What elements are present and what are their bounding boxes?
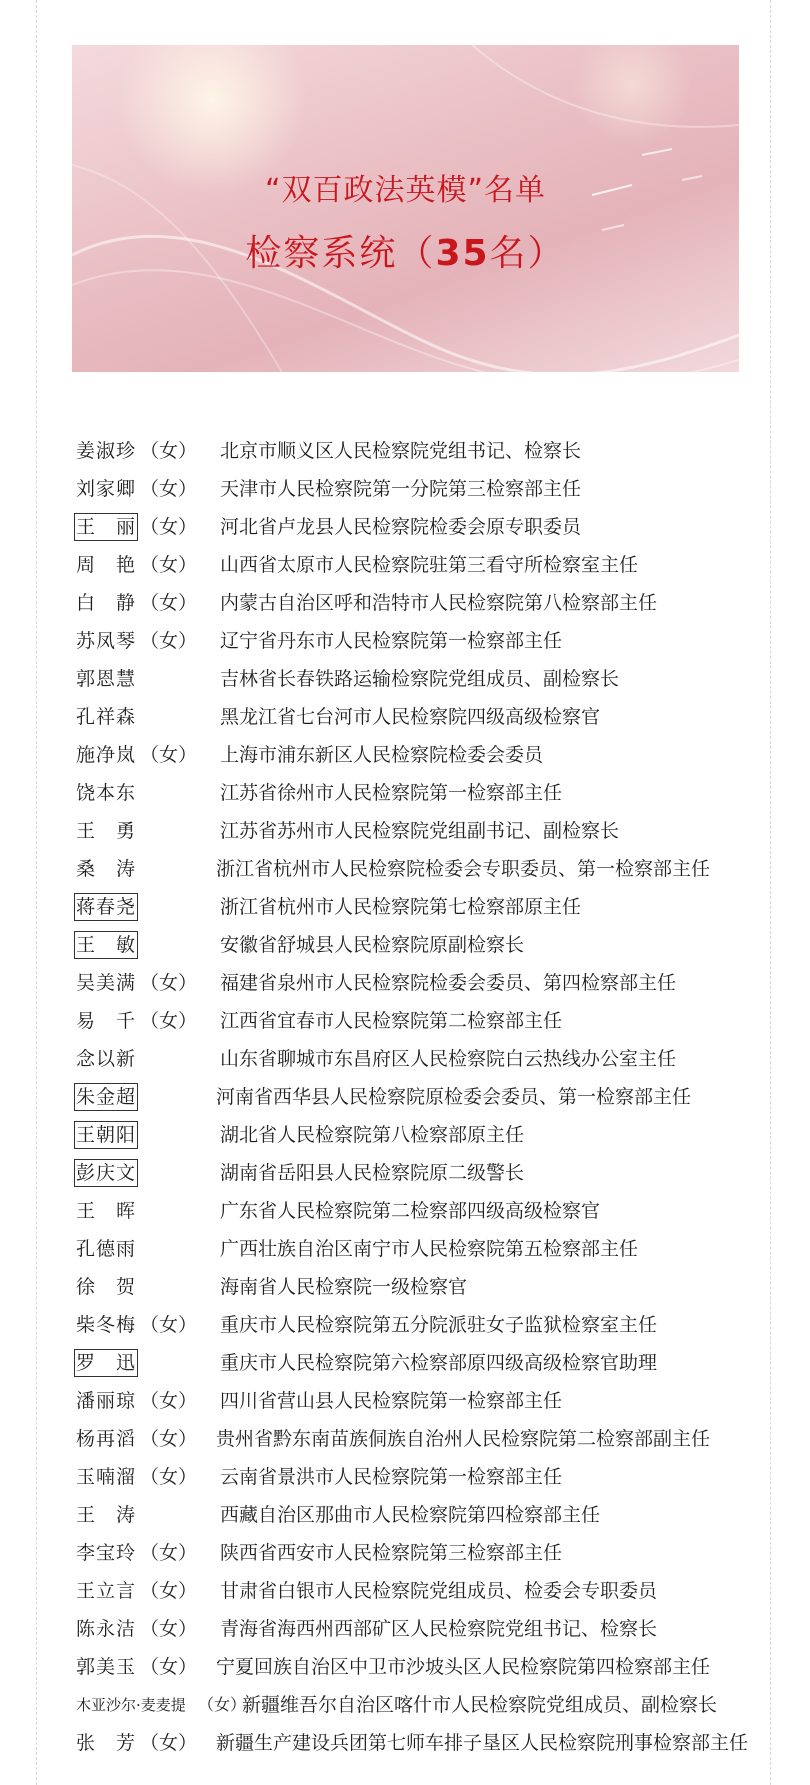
honoree-name: 吴美满 [76,972,137,994]
honoree-name: 玉喃溜 [76,1466,137,1488]
honoree-gender: （女） [140,1542,198,1564]
list-item [76,470,756,508]
honoree-name: 桑 涛 [76,858,137,880]
honoree-position: 甘肃省白银市人民检察院党组成员、检委会专职委员 [220,1580,658,1602]
honoree-position: 江西省宜春市人民检察院第二检察部主任 [220,1010,563,1032]
honoree-position: 北京市顺义区人民检察院党组书记、检察长 [220,440,582,462]
honoree-gender: （女） [140,1732,198,1754]
honoree-gender: （女） [140,1428,198,1450]
list-item [76,1648,756,1686]
honoree-name: 朱金超 [76,1086,137,1108]
honoree-name: 王 涛 [76,1504,137,1526]
honoree-position: 山西省太原市人民检察院驻第三看守所检察室主任 [220,554,639,576]
list-item [76,1116,756,1154]
list-item [76,1458,756,1496]
title-count: 35 [435,233,490,274]
title-prefix: 检察系统（ [245,233,436,274]
honoree-name: 王立言 [76,1580,137,1602]
list-item [76,698,756,736]
honoree-gender: （女） [140,554,198,576]
honoree-name: 徐 贺 [76,1276,137,1298]
honoree-position: 湖北省人民检察院第八检察部原主任 [220,1124,525,1146]
list-item [76,432,756,470]
honoree-name: 姜淑珍 [76,440,137,462]
honoree-name: 孔祥森 [76,706,137,728]
list-item [76,1040,756,1078]
list-item [76,1420,756,1458]
honoree-name: 张 芳 [76,1732,137,1754]
list-item [76,736,756,774]
honoree-position: 青海省海西州西部矿区人民检察院党组书记、检察长 [220,1618,658,1640]
honoree-name: 王 勇 [76,820,137,842]
list-item [76,1002,756,1040]
list-item [76,1154,756,1192]
honoree-position: 吉林省长春铁路运输检察院党组成员、副检察长 [220,668,620,690]
honoree-position: 重庆市人民检察院第五分院派驻女子监狱检察室主任 [220,1314,658,1336]
honoree-list [76,432,756,1762]
list-item [76,546,756,584]
list-item [76,964,756,1002]
honoree-name: 饶本东 [76,782,137,804]
list-item [76,1724,756,1762]
list-item [76,1344,756,1382]
list-item [76,1268,756,1306]
honoree-gender: （女） [140,1466,198,1488]
honoree-gender: （女） [140,744,198,766]
honoree-position: 天津市人民检察院第一分院第三检察部主任 [220,478,582,500]
honoree-position: 四川省营山县人民检察院第一检察部主任 [220,1390,563,1412]
list-item [76,812,756,850]
honoree-position: 云南省景洪市人民检察院第一检察部主任 [220,1466,563,1488]
honoree-position: 广西壮族自治区南宁市人民检察院第五检察部主任 [220,1238,639,1260]
honoree-name: 周 艳 [76,554,137,576]
honoree-name: 李宝玲 [76,1542,137,1564]
honoree-position: 重庆市人民检察院第六检察部原四级高级检察官助理 [220,1352,658,1374]
list-title [72,225,739,276]
honoree-position: 新疆维吾尔自治区喀什市人民检察院党组成员、副检察长 [242,1694,718,1716]
honoree-position: 贵州省黔东南苗族侗族自治州人民检察院第二检察部副主任 [216,1428,711,1450]
honoree-name: 苏凤琴 [76,630,137,652]
honoree-position: 江苏省苏州市人民检察院党组副书记、副检察长 [220,820,620,842]
honoree-name: 施净岚 [76,744,137,766]
honoree-position: 黑龙江省七台河市人民检察院四级高级检察官 [220,706,601,728]
honoree-name: 潘丽琼 [76,1390,137,1412]
honoree-gender: （女） [140,1656,198,1678]
honoree-name: 陈永洁 [76,1618,137,1640]
honoree-position: 广东省人民检察院第二检察部四级高级检察官 [220,1200,601,1222]
honoree-name: 木亚沙尔·麦麦提 [76,1696,186,1714]
page-border-right [770,0,771,1785]
honoree-gender: （女） [140,1390,198,1412]
honoree-gender: （女） [140,972,198,994]
honoree-gender: （女） [140,440,198,462]
list-item [76,1192,756,1230]
honoree-gender: （女） [140,516,198,538]
list-item [76,508,756,546]
honoree-name: 王 敏 [76,934,137,956]
honoree-position: 上海市浦东新区人民检察院检委会委员 [220,744,544,766]
list-item [76,774,756,812]
honoree-name: 白 静 [76,592,137,614]
honoree-position: 陕西省西安市人民检察院第三检察部主任 [220,1542,563,1564]
honoree-position: 海南省人民检察院一级检察官 [220,1276,468,1298]
list-item [76,1572,756,1610]
list-item [76,926,756,964]
honoree-name: 蒋春尧 [76,896,137,918]
list-item [76,888,756,926]
header-banner [72,45,739,372]
list-item [76,1496,756,1534]
honoree-position: 浙江省杭州市人民检察院第七检察部原主任 [220,896,582,918]
list-item [76,584,756,622]
honoree-position: 浙江省杭州市人民检察院检委会专职委员、第一检察部主任 [216,858,711,880]
list-item [76,1306,756,1344]
honoree-name: 柴冬梅 [76,1314,137,1336]
honoree-name: 刘家卿 [76,478,137,500]
list-item [76,1610,756,1648]
honoree-name: 念以新 [76,1048,137,1070]
list-item [76,1534,756,1572]
honoree-name: 王 晖 [76,1200,137,1222]
honoree-gender: （女） [140,478,198,500]
list-item [76,1230,756,1268]
honoree-gender: （女） [140,1580,198,1602]
honoree-name: 彭庆文 [76,1162,137,1184]
honoree-position: 内蒙古自治区呼和浩特市人民检察院第八检察部主任 [220,592,658,614]
honoree-position: 山东省聊城市东昌府区人民检察院白云热线办公室主任 [220,1048,677,1070]
list-item [76,1078,756,1116]
honoree-gender: （女） [198,1695,247,1714]
honoree-name: 孔德雨 [76,1238,137,1260]
list-subtitle: “双百政法英模”名单 [264,173,547,208]
honoree-name: 易 千 [76,1010,137,1032]
list-item [76,622,756,660]
honoree-gender: （女） [140,1010,198,1032]
honoree-position: 河北省卢龙县人民检察院检委会原专职委员 [220,516,582,538]
honoree-gender: （女） [140,592,198,614]
honoree-position: 宁夏回族自治区中卫市沙坡头区人民检察院第四检察部主任 [216,1656,711,1678]
honoree-gender: （女） [140,1314,198,1336]
page-border-left [36,0,37,1785]
title-suffix: 名） [489,233,566,274]
honoree-gender: （女） [140,630,198,652]
honoree-name: 罗 迅 [76,1352,137,1374]
honoree-gender: （女） [140,1618,198,1640]
honoree-position: 福建省泉州市人民检察院检委会委员、第四检察部主任 [220,972,677,994]
list-item [76,1382,756,1420]
honoree-position: 新疆生产建设兵团第七师车排子垦区人民检察院刑事检察部主任 [216,1732,749,1754]
list-item [76,850,756,888]
honoree-name: 郭美玉 [76,1656,137,1678]
honoree-name: 王 丽 [76,516,137,538]
honoree-name: 王朝阳 [76,1124,137,1146]
list-item [76,1686,756,1724]
honoree-name: 郭恩慧 [76,668,137,690]
list-item [76,660,756,698]
honoree-position: 安徽省舒城县人民检察院原副检察长 [220,934,525,956]
honoree-position: 西藏自治区那曲市人民检察院第四检察部主任 [220,1504,601,1526]
honoree-position: 河南省西华县人民检察院原检委会委员、第一检察部主任 [216,1086,692,1108]
honoree-name: 杨再滔 [76,1428,137,1450]
honoree-position: 辽宁省丹东市人民检察院第一检察部主任 [220,630,563,652]
honoree-position: 湖南省岳阳县人民检察院原二级警长 [220,1162,525,1184]
honoree-position: 江苏省徐州市人民检察院第一检察部主任 [220,782,563,804]
